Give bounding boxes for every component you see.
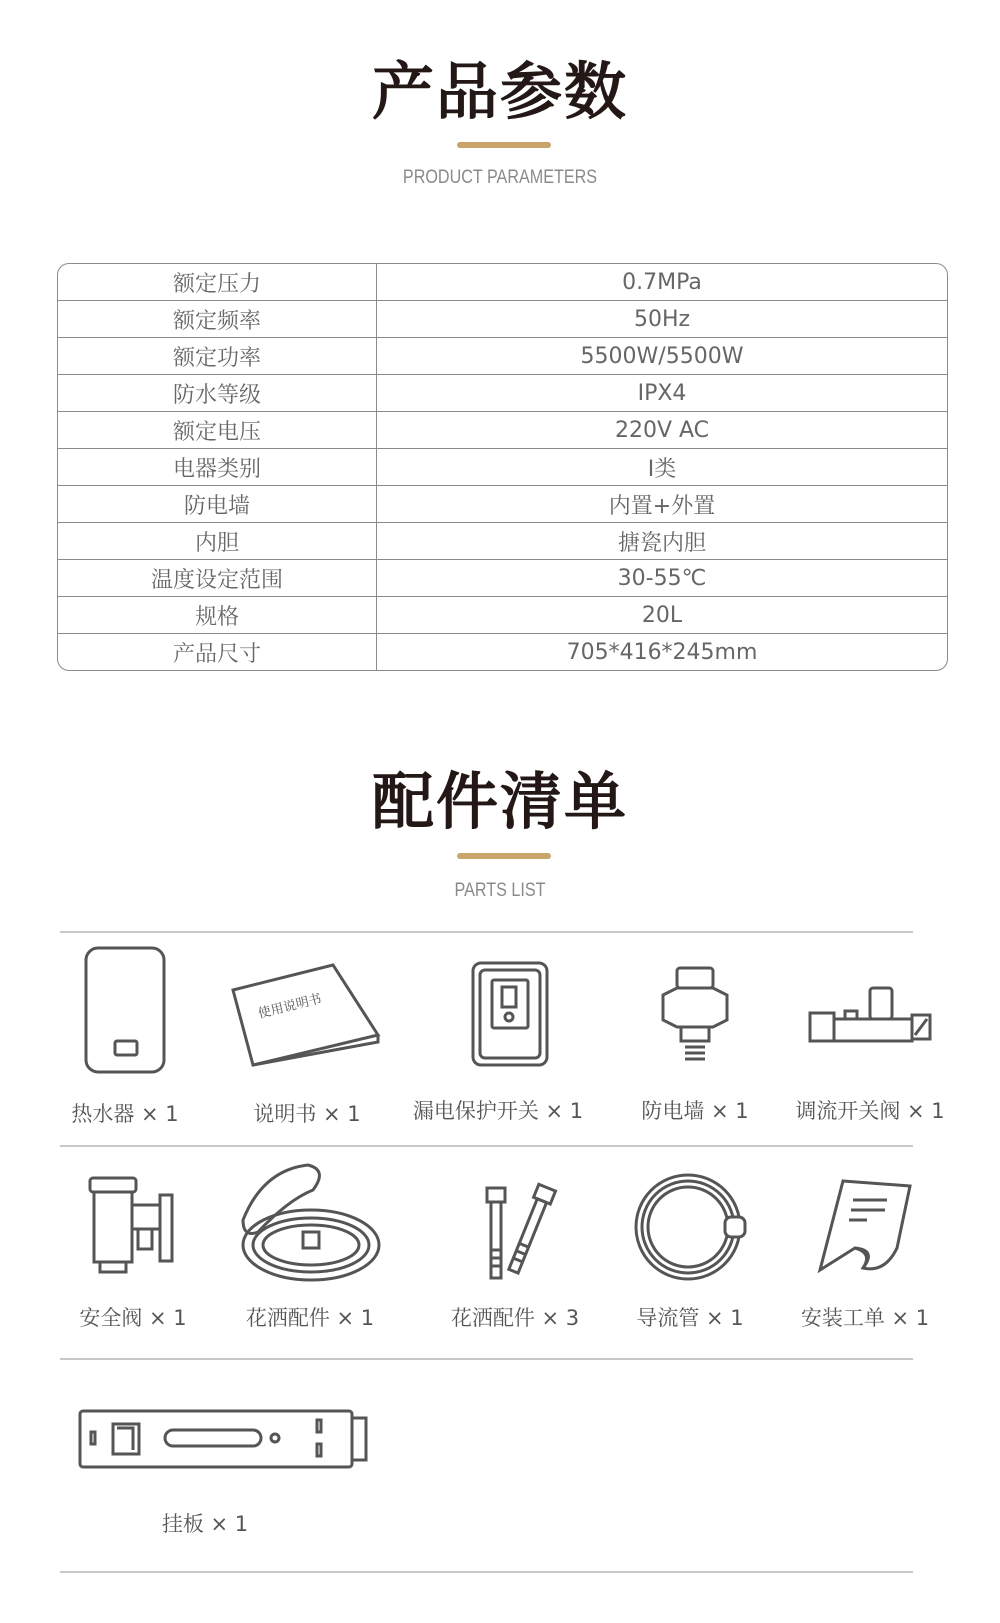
table-row: [58, 597, 947, 634]
param-name: 产品尺寸: [58, 634, 377, 670]
param-name: 防电墙: [58, 486, 377, 522]
screws-icon: [424, 1180, 604, 1280]
leakage-switch-icon: [420, 960, 600, 1068]
water-heater-icon: [35, 945, 215, 1075]
parts-title: 配件清单: [371, 765, 628, 838]
params-table: [57, 263, 948, 671]
divider: [60, 931, 913, 933]
flow-valve-icon: [780, 985, 960, 1045]
table-row: [58, 412, 947, 449]
param-value: 0.7MPa: [622, 269, 702, 295]
param-value: 705*416*245mm: [566, 639, 758, 665]
param-value: 30-55℃: [617, 565, 707, 591]
divider: [60, 1571, 913, 1573]
param-name: 额定功率: [58, 338, 377, 374]
divider: [60, 1358, 913, 1360]
work-order-icon: [775, 1178, 955, 1278]
table-row: [58, 449, 947, 486]
accent-bar: [457, 142, 551, 148]
param-value: 20L: [641, 602, 683, 628]
mounting-bracket-icon: [75, 1408, 370, 1470]
part-label: 导流管 × 1: [636, 1306, 744, 1330]
param-value: Ⅰ类: [647, 456, 677, 482]
shower-head-icon: [218, 1160, 398, 1285]
table-row: [58, 264, 947, 301]
param-value: 5500W/5500W: [580, 343, 744, 369]
part-label: 热水器 × 1: [71, 1102, 179, 1126]
param-name: 规格: [58, 597, 377, 633]
part-label: 漏电保护开关 × 1: [412, 1099, 584, 1123]
part-label: 花洒配件 × 3: [450, 1306, 580, 1330]
param-name: 额定电压: [58, 412, 377, 448]
table-row: [58, 301, 947, 338]
table-row: [58, 338, 947, 375]
params-subtitle: PRODUCT PARAMETERS: [402, 167, 598, 188]
param-value: 50Hz: [633, 306, 691, 332]
table-row: [58, 560, 947, 597]
param-name: 内胆: [58, 523, 377, 559]
param-name: 额定频率: [58, 301, 377, 337]
anti-electric-wall-icon: [605, 965, 785, 1070]
part-label: 调流开关阀 × 1: [795, 1099, 945, 1123]
params-title: 产品参数: [371, 55, 628, 128]
part-label: 安装工单 × 1: [800, 1306, 930, 1330]
accent-bar: [457, 853, 551, 859]
part-label: 挂板 × 1: [161, 1512, 249, 1536]
param-value: 搪瓷内胆: [617, 530, 706, 556]
svg-text:使用说明书: 使用说明书: [256, 991, 324, 1022]
table-row: [58, 634, 947, 670]
table-row: [58, 523, 947, 560]
param-name: 电器类别: [58, 449, 377, 485]
param-value: IPX4: [637, 380, 687, 406]
table-row: [58, 375, 947, 412]
param-value: 内置+外置: [608, 493, 716, 519]
part-label: 说明书 × 1: [253, 1102, 361, 1126]
hose-coil-icon: [600, 1170, 780, 1285]
parts-subtitle: PARTS LIST: [454, 880, 546, 901]
safety-valve-icon: [45, 1175, 225, 1275]
param-name: 温度设定范围: [58, 560, 377, 596]
param-name: 防水等级: [58, 375, 377, 411]
part-label: 花洒配件 × 1: [245, 1306, 375, 1330]
param-value: 220V AC: [614, 417, 710, 443]
param-name: 额定压力: [58, 264, 377, 300]
manual-icon: [218, 960, 398, 1070]
part-label: 防电墙 × 1: [641, 1099, 749, 1123]
table-row: [58, 486, 947, 523]
divider: [60, 1145, 913, 1147]
part-label: 安全阀 × 1: [79, 1306, 187, 1330]
